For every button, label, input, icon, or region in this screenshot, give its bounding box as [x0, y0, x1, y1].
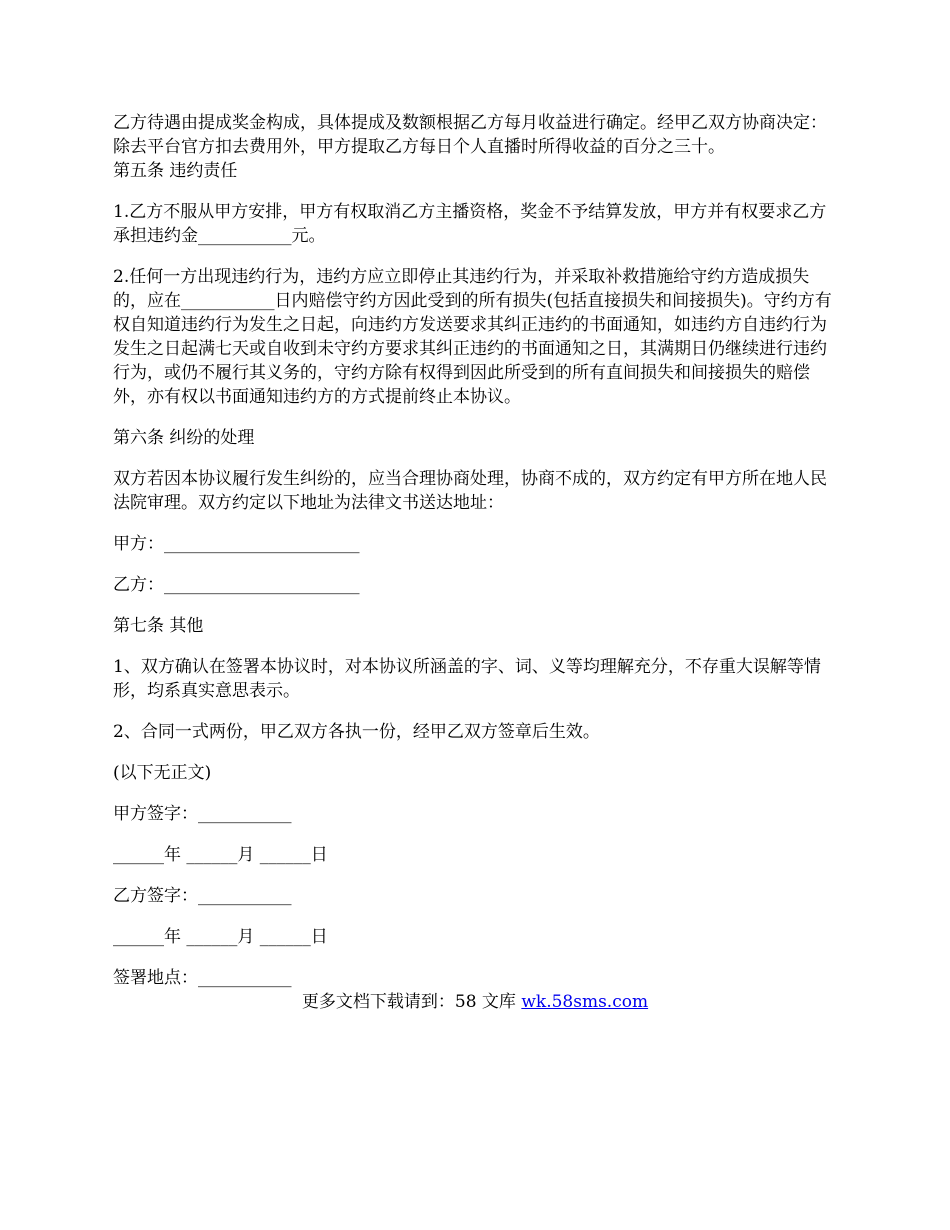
no-more-text: (以下无正文)	[113, 763, 212, 783]
footer-link[interactable]: wk.58sms.com	[521, 992, 649, 1012]
party-a-date: ______年 ______月 ______日	[113, 845, 328, 865]
party-b-date: ______年 ______月 ______日	[113, 927, 328, 947]
article-6-title: 第六条 纠纷的处理	[113, 428, 255, 448]
paragraph-compensation: 乙方待遇由提成奖金构成，具体提成及数额根据乙方每月收益进行确定。经甲乙双方协商决定：除去平台官方扣去费用外，甲方提取乙方每日个人直播时所得收益的百分之三十。	[113, 113, 827, 157]
party-a-address: 甲方：_______________________	[113, 534, 360, 554]
article-5-item-2: 2.任何一方出现违约行为，违约方应立即停止其违约行为，并采取补救措施给守约方造成损失的，应在___________日内赔偿守约方因此受到的所有损失(包括直接损失和间接损失)。守约方有权自知道违约行为发生之日起，向违约方发送要求其纠正违约的书面通知，如违约方自违约行为发生之日起满七天或自收到未守约方要求其纠正违约的书面通知之日，其满期日仍继续进行违约行为，或仍不履行其义务的，守约方除有权得到因此所受到的所有直间损失和间接损失的赔偿外，亦有权以书面通知违约方的方式提前终止本协议。	[113, 267, 832, 407]
party-b-signature: 乙方签字：___________	[113, 886, 292, 906]
footer-text: 更多文档下载请到：58 文库	[301, 992, 522, 1012]
document-body	[113, 111, 843, 990]
article-7-title: 第七条 其他	[113, 616, 204, 636]
article-6-body: 双方若因本协议履行发生纠纷的，应当合理协商处理，协商不成的，双方约定有甲方所在地人民法院审理。双方约定以下地址为法律文书送达地址：	[113, 469, 827, 513]
party-b-address: 乙方：_______________________	[113, 575, 360, 595]
article-7-item-1: 1、双方确认在签署本协议时，对本协议所涵盖的字、词、义等均理解充分，不存重大误解等情形，均系真实意思表示。	[113, 657, 821, 701]
article-5-item-1: 1.乙方不服从甲方安排，甲方有权取消乙方主播资格，奖金不予结算发放，甲方并有权要求乙方承担违约金___________元。	[113, 202, 827, 246]
signing-place: 签署地点：___________	[113, 968, 292, 988]
party-a-signature: 甲方签字：___________	[113, 804, 292, 824]
article-5-title: 第五条 违约责任	[113, 161, 238, 181]
footer	[0, 990, 950, 1014]
article-7-item-2: 2、合同一式两份，甲乙双方各执一份，经甲乙双方签章后生效。	[113, 722, 600, 742]
